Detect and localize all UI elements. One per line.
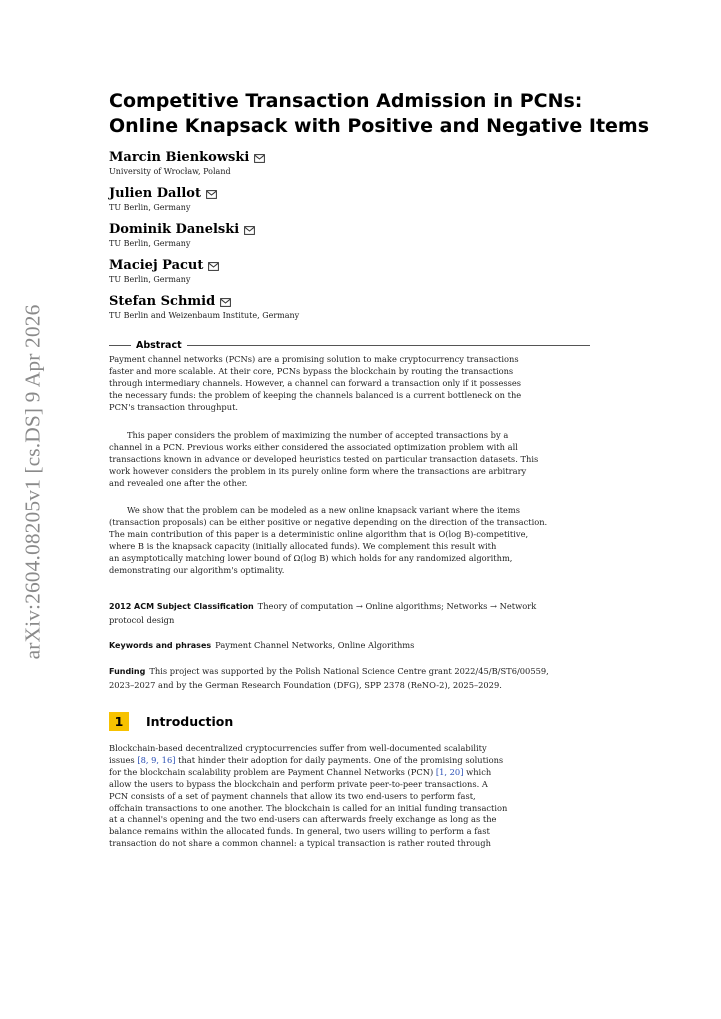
citation-link[interactable]: [1, 20] [435,766,464,777]
author-block-5 [109,294,299,321]
text-line: This paper considers the problem of maximizing the number of accepted transactions by a [127,430,509,440]
abstract-heading: Abstract [136,339,182,351]
author-name: Julien Dallot [109,186,201,201]
abstract-paragraph-1 [109,354,590,414]
envelope-icon[interactable] [220,298,231,307]
text-line: transactions known in advance or developed heuristics tested on particular transaction datasets. This [109,453,539,464]
author-affiliation: TU Berlin, Germany [109,203,191,212]
acm-label: 2012 ACM Subject Classification [109,602,254,611]
text-line: Blockchain-based decentralized cryptocurrencies suffer from well-documented scalability [109,743,487,753]
author-block-3 [109,222,255,249]
text-line: transaction do not share a common channel: a typical transaction is rather routed through [109,838,491,849]
funding-text: This project was supported by the Polish National Science Centre grant 2022/45/B/ST6/00559, [149,666,549,676]
text-line: offchain transactions to one another. The blockchain is called for an initial funding transaction [109,802,508,813]
text-run: issues [109,754,138,765]
text-line: (transaction proposals) can be either positive or negative depending on the direction of the transaction. [109,516,548,527]
title-line-1: Competitive Transaction Admission in PCNs: [109,90,583,112]
text-line: balance remains within the allocated funds. In general, two users willing to perform a fast [109,826,490,837]
author-name: Marcin Bienkowski [109,150,250,165]
arxiv-sidebar [18,305,48,660]
envelope-icon[interactable] [254,154,265,163]
abstract-rule-right [187,345,590,346]
text-line: where B is the knapsack capacity (initially allocated funds). We complement this result with [109,540,497,551]
text-line: allow the users to bypass the blockchain and perform private peer-to-peer transactions. A [109,778,488,789]
author-affiliation: TU Berlin and Weizenbaum Institute, Germany [109,311,300,320]
author-affiliation: TU Berlin, Germany [109,239,191,248]
title-line-2: Online Knapsack with Positive and Negative Items [109,115,650,137]
abstract-rule-left [109,345,131,346]
text-line [109,755,590,767]
acm-text: Theory of computation → Online algorithms; Networks → Network [257,601,537,611]
acm-text-continued: protocol design [109,614,175,625]
author-affiliation: TU Berlin, Germany [109,275,191,284]
text-line [109,767,590,779]
citation-link[interactable]: [8, 9, 16] [137,754,176,765]
text-line: channel in a PCN. Previous works either considered the associated optimization problem with all [109,441,518,452]
funding-label: Funding [109,667,146,676]
paper-title [109,89,649,139]
text-run: that hinder their adoption for daily payments. One of the promising solutions [175,754,504,765]
text-line: The main contribution of this paper is a deterministic online algorithm that is O(log B)-competitive, [109,528,529,539]
text-line: PCN consists of a set of payment channels that allow its two end-users to perform fast, [109,790,476,801]
text-line: the necessary funds: the problem of keeping the channels balanced is a current bottleneck on the [109,389,522,400]
text-line: PCN's transaction throughput. [109,401,239,412]
section-title: Introduction [146,714,234,729]
author-block-1 [109,150,265,177]
author-block-4 [109,258,219,285]
envelope-icon[interactable] [206,190,217,199]
envelope-icon[interactable] [244,226,255,235]
keywords-label: Keywords and phrases [109,641,212,650]
section-number-badge: 1 [109,712,129,731]
abstract-paragraph-3 [109,505,590,576]
funding [109,665,590,692]
author-block-2 [109,186,217,213]
introduction-paragraph [109,743,590,850]
text-line: work however considers the problem in its purely online form where the transactions are arbitrary [109,465,527,476]
keywords-text: Payment Channel Networks, Online Algorithms [215,640,415,650]
text-run: for the blockchain scalability problem are Payment Channel Networks (PCN) [109,766,436,777]
text-line: through intermediary channels. However, a channel can forward a transaction only if it possesses [109,377,522,388]
envelope-icon[interactable] [208,262,219,271]
abstract-paragraph-2 [109,430,590,490]
text-line: We show that the problem can be modeled as a new online knapsack variant where the items [127,505,520,515]
author-name: Dominik Danelski [109,222,240,237]
author-name: Maciej Pacut [109,258,204,273]
abstract-header [109,339,590,351]
text-run: which [463,766,492,777]
acm-classification [109,600,590,627]
keywords [109,639,590,653]
section-heading [109,712,233,731]
arxiv-identifier: arXiv:2604.08205v1 [cs.DS] 9 Apr 2026 [20,304,45,660]
text-line: faster and more scalable. At their core, PCNs bypass the blockchain by routing the transactions [109,365,514,376]
text-line: and revealed one after the other. [109,477,248,488]
text-line: Payment channel networks (PCNs) are a promising solution to make cryptocurrency transactions [109,354,519,364]
text-line: at a channel's opening and the two end-users can afterwards freely exchange as long as the [109,814,497,825]
author-name: Stefan Schmid [109,294,216,309]
text-line: an asymptotically matching lower bound of Ω(log B) which holds for any randomized algorithm, [109,552,513,563]
author-affiliation: University of Wrocław, Poland [109,167,231,176]
text-line: demonstrating our algorithm's optimality. [109,564,285,575]
funding-text-continued: 2023–2027 and by the German Research Foundation (DFG), SPP 2378 (ReNO-2), 2025–2029. [109,679,502,690]
